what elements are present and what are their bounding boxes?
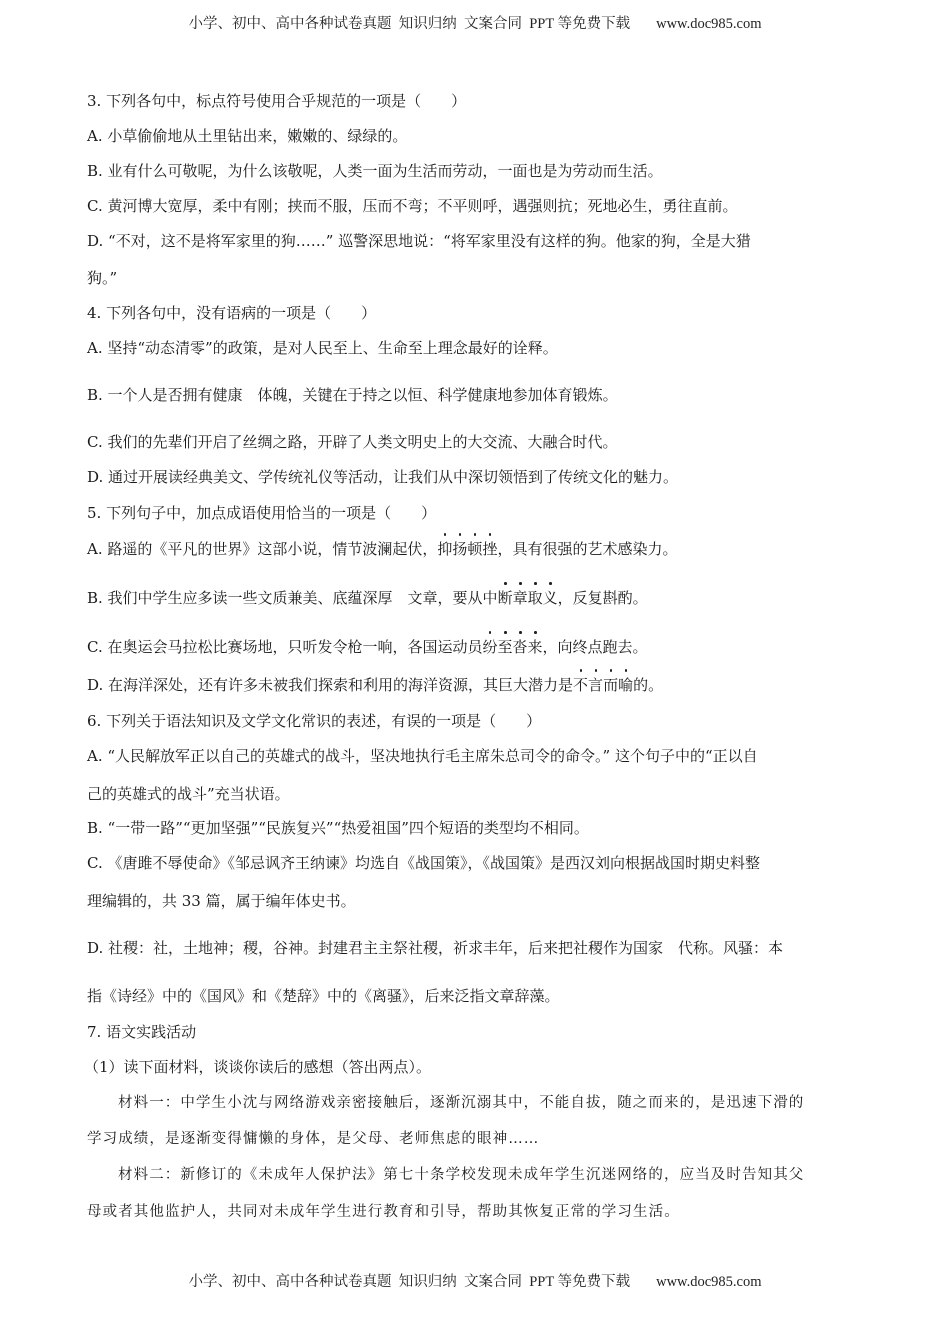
question-5-option-c (87, 637, 648, 657)
emphasis-char: 挫 (482, 540, 498, 558)
footer-url: www.doc985.com (656, 1274, 762, 1290)
question-5-option-b (87, 588, 648, 608)
option-text: D. 在海洋深处，还有许多未被我们探索和利用的海洋资源，其巨大潜力是 (87, 676, 574, 694)
question-4-stem: 4. 下列各句中，没有语病的一项是（ ） (87, 304, 377, 322)
option-text: A. 路遥的《平凡的世界》这部小说，情节波澜起伏， (87, 540, 438, 558)
option-text: ，具有很强的艺术感染力。 (497, 540, 678, 558)
emphasis-char: 而 (603, 676, 619, 694)
question-6-option-c-line1: C. 《唐雎不辱使命》《邹忌讽齐王纳谏》均选自《战国策》，《战国策》是西汉刘向根据战国时期史料整 (87, 854, 760, 872)
material-1-line1: 材料一：中学生小沈与网络游戏亲密接触后，逐渐沉溺其中，不能自拔，随之而来的，是迅速下滑的 (118, 1095, 805, 1111)
question-3-stem: 3. 下列各句中，标点符号使用合乎规范的一项是（ ） (87, 92, 467, 110)
emphasis-char: 来 (527, 638, 543, 656)
question-4-option-c: C. 我们的先辈们开启了丝绸之路，开辟了人类文明史上的大交流、大融合时代。 (87, 433, 618, 451)
question-6-option-a-line1: A. “人民解放军正以自己的英雄式的战斗，坚决地执行毛主席朱总司令的命令。” 这个句子中的“正以自 (87, 747, 758, 765)
question-7-sub-1: （1）读下面材料，谈谈你读后的感想（答出两点）。 (84, 1058, 432, 1076)
option-text: ，向终点跑去。 (542, 638, 648, 656)
question-5-option-a (87, 539, 677, 559)
material-2-line1: 材料二：新修订的《未成年人保护法》第七十条学校发现未成年学生沉迷网络的，应当及时告知其父 (118, 1167, 805, 1183)
option-text: ，反复斟酌。 (557, 589, 648, 607)
question-3-option-b: B. 业有什么可敬呢，为什么该敬呢，人类一面为生活而劳动，一面也是为劳动而生活。 (87, 162, 663, 180)
question-3-option-c: C. 黄河博大宽厚，柔中有刚；挟而不服，压而不弯；不平则呼，遇强则抗；死地必生，勇往直前。 (87, 197, 738, 215)
emphasis-char: 取 (527, 589, 543, 607)
emphasis-char: 沓 (512, 638, 528, 656)
question-5-option-d (87, 675, 663, 695)
question-6-option-c-line2: 理编辑的，共 33 篇，属于编年体史书。 (87, 892, 356, 910)
question-6-stem: 6. 下列关于语法知识及文学文化常识的表述，有误的一项是（ ） (87, 712, 542, 730)
option-text: C. 在奥运会马拉松比赛场地，只听发令枪一响，各国运动员 (87, 638, 483, 656)
emphasis-char: 断 (497, 589, 513, 607)
emphasis-char: 章 (512, 589, 528, 607)
emphasis-char: 扬 (452, 540, 468, 558)
option-text: 的。 (633, 676, 664, 694)
header-text: 小学、初中、高中各种试卷真题 知识归纳 文案合同 PPT 等免费下载 (188, 16, 631, 32)
page-footer (0, 1270, 950, 1291)
option-text: B. 我们中学生应多读一些文质兼美、底蕴深厚 文章，要从中 (87, 589, 498, 607)
question-3-option-a: A. 小草偷偷地从土里钻出来，嫩嫩的、绿绿的。 (87, 127, 408, 145)
emphasis-char: 喻 (618, 676, 634, 694)
question-3-option-d-line2: 狗。” (87, 269, 118, 287)
question-4-option-b: B. 一个人是否拥有健康 体魄，关键在于持之以恒、科学健康地参加体育锻炼。 (87, 386, 618, 404)
emphasis-char: 至 (497, 638, 513, 656)
emphasis-char: 抑 (437, 540, 453, 558)
material-2-line2: 母或者其他监护人，共同对未成年学生进行教育和引导，帮助其恢复正常的学习生活。 (87, 1204, 680, 1220)
emphasis-char: 纷 (482, 638, 498, 656)
question-4-option-a: A. 坚持“动态清零”的政策，是对人民至上、生命至上理念最好的诠释。 (87, 339, 558, 357)
emphasis-char: 言 (588, 676, 604, 694)
emphasis-char: 不 (573, 676, 589, 694)
header-url: www.doc985.com (656, 16, 762, 32)
emphasis-char: 顿 (467, 540, 483, 558)
question-6-option-b: B. “一带一路”“更加坚强”“民族复兴”“热爱祖国”四个短语的类型均不相同。 (87, 819, 589, 837)
question-6-option-d-line1: D. 社稷：社，土地神；稷，谷神。封建君主主祭社稷，祈求丰年，后来把社稷作为国家 代称。风骚：本 (87, 939, 784, 957)
question-5-stem: 5. 下列句子中，加点成语使用恰当的一项是（ ） (87, 504, 437, 522)
footer-text: 小学、初中、高中各种试卷真题 知识归纳 文案合同 PPT 等免费下载 (188, 1274, 631, 1290)
page-header (0, 12, 950, 33)
question-6-option-a-line2: 己的英雄式的战斗”充当状语。 (87, 785, 290, 803)
question-3-option-d-line1: D. “不对，这不是将军家里的狗……” 巡警深思地说：“将军家里没有这样的狗。他家的狗，全是大猎 (87, 232, 751, 250)
question-6-option-d-line2: 指《诗经》中的《国风》和《楚辞》中的《离骚》，后来泛指文章辞藻。 (87, 987, 560, 1005)
emphasis-char: 义 (542, 589, 558, 607)
material-1-line2: 学习成绩，是逐渐变得慵懒的身体，是父母、老师焦虑的眼神…… (87, 1131, 540, 1147)
question-4-option-d: D. 通过开展读经典美文、学传统礼仪等活动，让我们从中深切领悟到了传统文化的魅力。 (87, 468, 679, 486)
question-7-stem: 7. 语文实践活动 (87, 1023, 197, 1041)
